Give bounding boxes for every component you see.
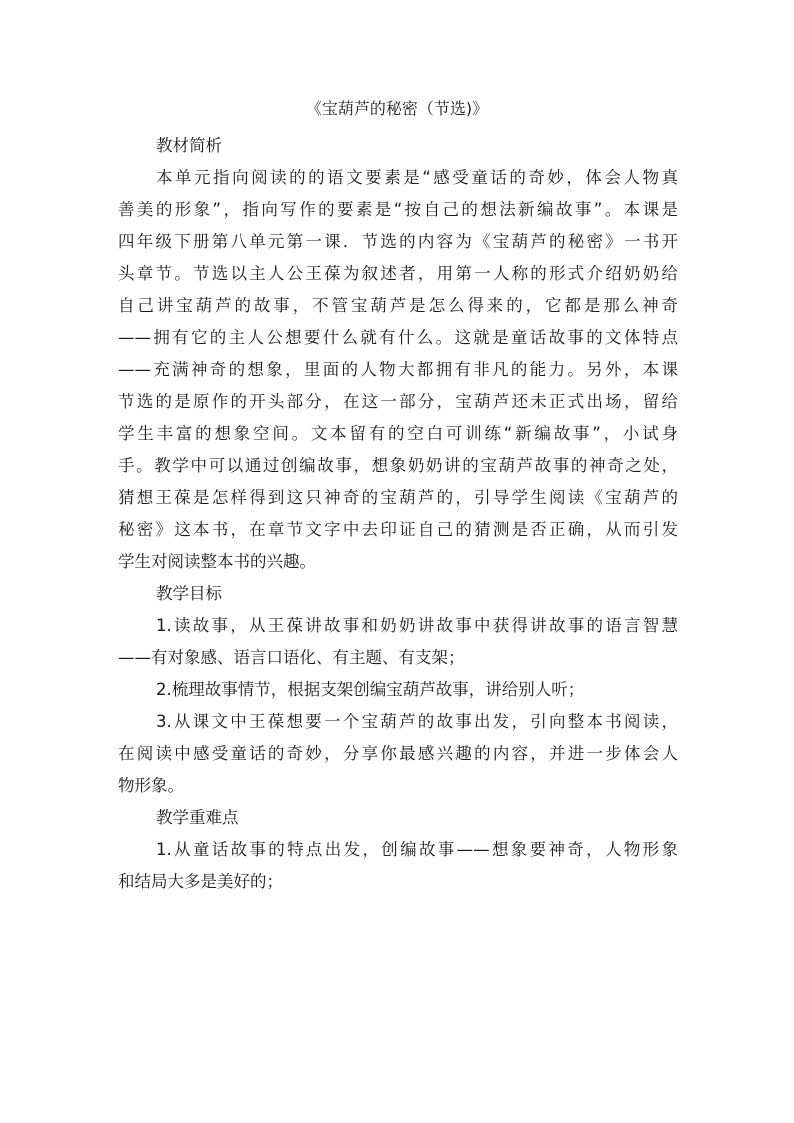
paragraph-line: ——有对象感、语言口语化、有主题、有支架； (118, 648, 465, 667)
paragraph-line: 善美的形象”，指向写作的要素是“按自己的想法新编故事”。本课是 (118, 200, 678, 219)
paragraph-line: 头章节。节选以主人公王葆为叙述者，用第一人称的形式介绍奶奶给 (118, 264, 678, 283)
section-heading: 教材简析 (156, 136, 222, 155)
paragraph-line: 节选的是原作的开头部分，在这一部分，宝葫芦还未正式出场，留给 (118, 392, 678, 411)
document-body (118, 130, 678, 898)
paragraph-line: 在阅读中感受童话的奇妙，分享你最感兴趣的内容，并进一步体会人 (118, 744, 678, 763)
paragraph-line: 学生对阅读整本书的兴趣。 (118, 552, 316, 571)
paragraph-line: 学生丰富的想象空间。文本留有的空白可训练“新编故事”，小试身 (118, 424, 678, 443)
paragraph-line: 3.从课文中王葆想要一个宝葫芦的故事出发，引向整本书阅读， (156, 712, 678, 731)
paragraph-line: ——拥有它的主人公想要什么就有什么。这就是童话故事的文体特点 (118, 328, 678, 347)
paragraph-line: ——充满神奇的想象，里面的人物大都拥有非凡的能力。另外，本课 (118, 360, 678, 379)
paragraph-line: 秘密》这本书，在章节文字中去印证自己的猜测是否正确，从而引发 (118, 520, 678, 539)
paragraph-line: 1.读故事，从王葆讲故事和奶奶讲故事中获得讲故事的语言智慧 (156, 616, 678, 635)
paragraph-line: 猜想王葆是怎样得到这只神奇的宝葫芦的，引导学生阅读《宝葫芦的 (118, 488, 678, 507)
paragraph-line: 和结局大多是美好的； (118, 872, 283, 891)
document-title: 《宝葫芦的秘密（节选)》 (305, 99, 489, 118)
paragraph-line: 1.从童话故事的特点出发，创编故事——想象要神奇，人物形象 (156, 840, 678, 859)
paragraph-line: 手。教学中可以通过创编故事，想象奶奶讲的宝葫芦故事的神奇之处， (118, 456, 678, 475)
paragraph-line: 自己讲宝葫芦的故事，不管宝葫芦是怎么得来的，它都是那么神奇 (118, 296, 678, 315)
paragraph-line: 本单元指向阅读的的语文要素是“感受童话的奇妙，体会人物真 (156, 168, 678, 187)
paragraph-line: 物形象。 (118, 776, 184, 795)
section-heading: 教学目标 (156, 584, 222, 603)
section-heading: 教学重难点 (156, 808, 239, 827)
paragraph-line: 2.梳理故事情节，根据支架创编宝葫芦故事，讲给别人听； (156, 680, 585, 699)
paragraph-line: 四年级下册第八单元第一课．节选的内容为《宝葫芦的秘密》一书开 (118, 232, 678, 251)
